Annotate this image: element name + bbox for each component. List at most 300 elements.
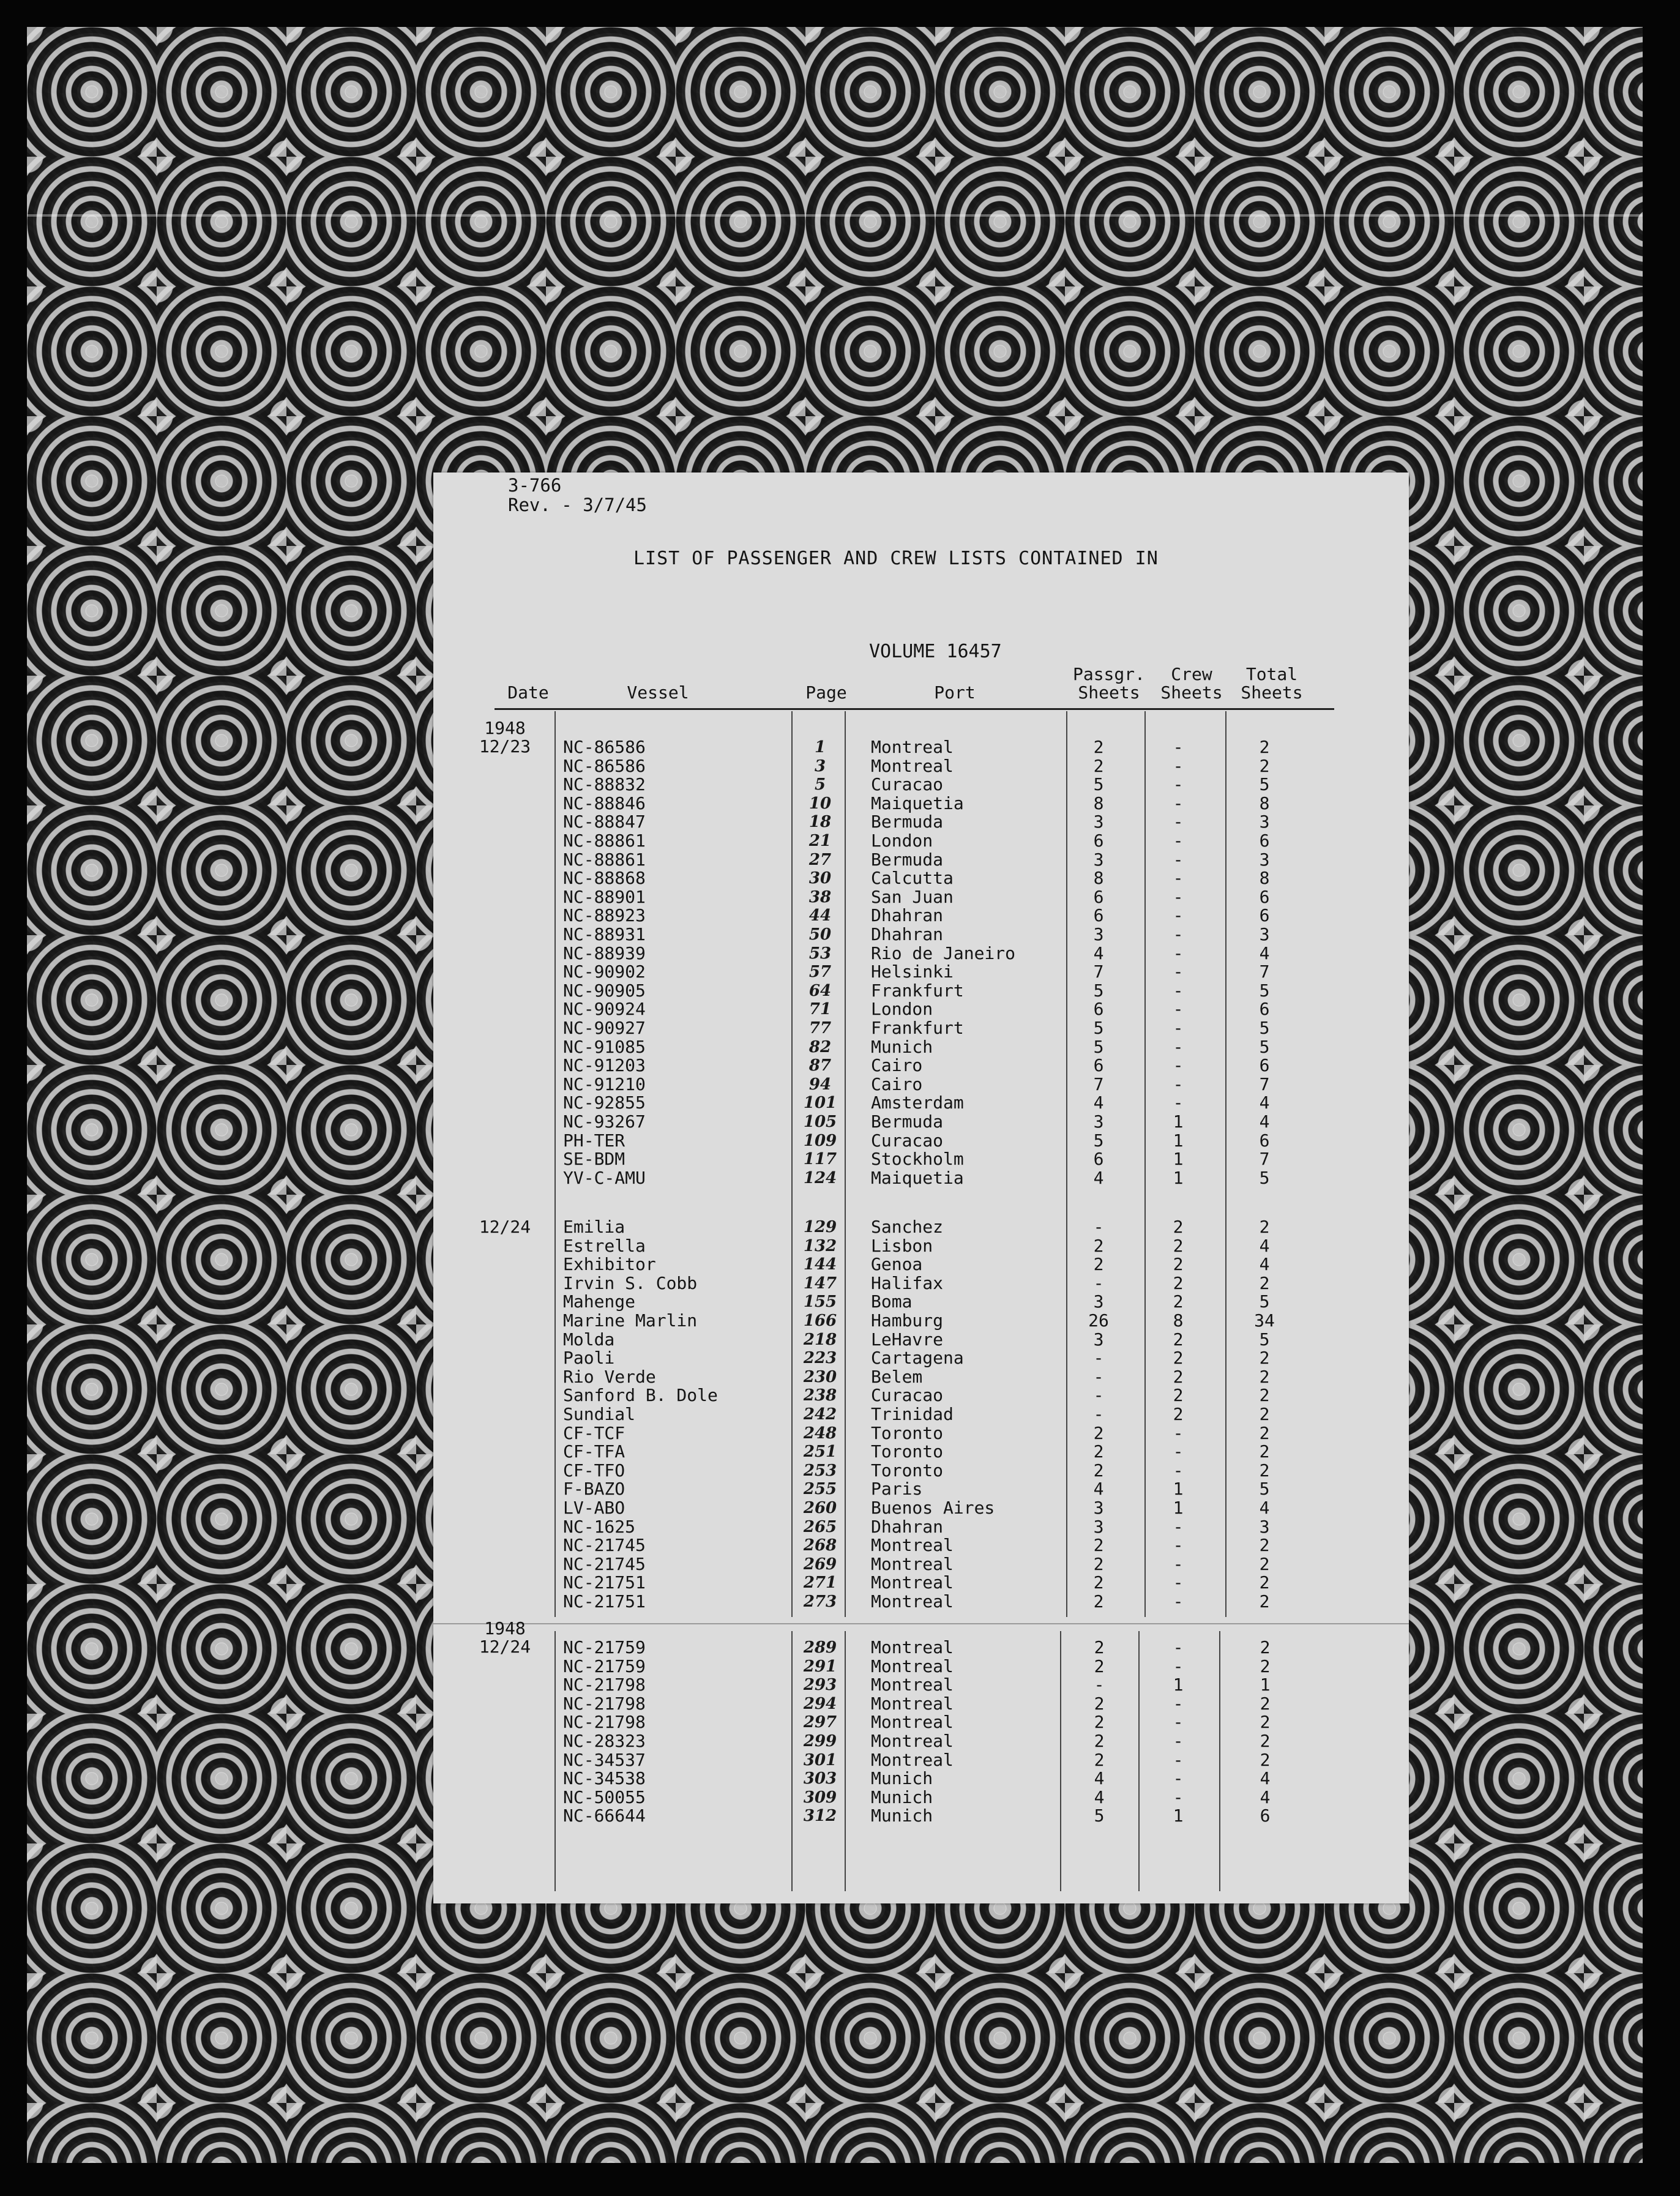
column-rule	[1225, 711, 1226, 1617]
port-cell: Montreal	[871, 1572, 954, 1593]
page-cell: 260	[803, 1499, 837, 1517]
page-cell: 155	[803, 1293, 837, 1312]
crew-sheets-cell: -	[1173, 1422, 1184, 1443]
passenger-sheets-cell: 3	[1093, 1111, 1104, 1132]
page-cell: 3	[814, 756, 826, 775]
passenger-sheets-cell: 2	[1094, 1693, 1105, 1714]
crew-sheets-cell: -	[1173, 1712, 1184, 1733]
passenger-sheets-cell: 26	[1088, 1310, 1109, 1331]
total-sheets-cell: 4	[1259, 1498, 1270, 1518]
passenger-sheets-cell: 4	[1093, 1167, 1104, 1188]
page-cell: 289	[803, 1638, 837, 1657]
total-sheets-cell: 5	[1259, 1036, 1270, 1057]
passenger-sheets-cell: 5	[1093, 1130, 1104, 1151]
page-cell: 147	[803, 1274, 837, 1293]
passenger-sheets-cell: 2	[1093, 1591, 1104, 1612]
port-cell: Dhahran	[871, 1516, 944, 1537]
vessel-cell: Estrella	[563, 1235, 646, 1256]
page-cell: 117	[803, 1150, 837, 1169]
passenger-sheets-cell: 4	[1093, 943, 1104, 963]
passenger-sheets-cell: 2	[1093, 1553, 1104, 1574]
column-rule	[1144, 711, 1146, 1617]
total-sheets-cell: 2	[1259, 1404, 1270, 1424]
passenger-sheets-cell: 2	[1094, 1656, 1105, 1676]
vessel-cell: NC-21798	[563, 1693, 646, 1714]
port-cell: Munich	[871, 1768, 933, 1789]
vessel-cell: F-BAZO	[563, 1479, 625, 1499]
passenger-sheets-cell: 2	[1093, 755, 1104, 776]
page-cell: 77	[808, 1019, 832, 1037]
header-passenger-sheets: Passgr. Sheets	[1072, 664, 1145, 703]
header-vessel: Vessel	[627, 682, 689, 703]
page-cell: 1	[814, 738, 826, 756]
port-cell: Paris	[871, 1479, 923, 1499]
vessel-cell: NC-21751	[563, 1572, 646, 1593]
page-cell: 291	[803, 1657, 837, 1676]
vessel-cell: NC-21745	[563, 1535, 646, 1556]
vessel-cell: NC-1625	[563, 1516, 636, 1537]
crew-sheets-cell: 2	[1173, 1272, 1184, 1293]
total-sheets-cell: 2	[1259, 1591, 1270, 1612]
port-cell: Dhahran	[871, 905, 944, 926]
passenger-sheets-cell: 2	[1094, 1712, 1105, 1733]
vessel-cell: YV-C-AMU	[563, 1167, 646, 1188]
port-cell: Calcutta	[871, 868, 954, 889]
vessel-cell: NC-21759	[563, 1656, 646, 1676]
passenger-sheets-cell: 3	[1093, 1516, 1104, 1537]
vessel-cell: Rio Verde	[563, 1366, 656, 1387]
passenger-sheets-cell: 7	[1093, 962, 1104, 982]
header-date: Date	[507, 682, 549, 703]
vessel-cell: CF-TFA	[563, 1441, 625, 1462]
port-cell: Bermuda	[871, 812, 944, 832]
passenger-sheets-cell: 6	[1093, 831, 1104, 851]
page-cell: 297	[803, 1713, 837, 1732]
page-cell: 238	[803, 1386, 837, 1405]
total-sheets-cell: 6	[1259, 905, 1270, 926]
crew-sheets-cell: -	[1173, 1055, 1184, 1076]
port-cell: Curacao	[871, 774, 944, 795]
passenger-sheets-cell: 3	[1093, 849, 1104, 870]
total-sheets-cell: 7	[1259, 1149, 1270, 1170]
passenger-sheets-cell: 2	[1093, 1422, 1104, 1443]
vessel-cell: NC-88847	[563, 812, 646, 832]
vessel-cell: NC-93267	[563, 1111, 646, 1132]
passenger-sheets-cell: -	[1093, 1348, 1104, 1369]
crew-sheets-cell: 2	[1173, 1235, 1184, 1256]
crew-sheets-cell: -	[1173, 1572, 1184, 1593]
page-cell: 218	[803, 1330, 837, 1349]
page-cell: 64	[808, 981, 832, 1000]
passenger-sheets-cell: 6	[1093, 1055, 1104, 1076]
total-sheets-cell: 4	[1259, 1111, 1270, 1132]
total-sheets-cell: 3	[1259, 812, 1270, 832]
page-cell: 303	[803, 1769, 837, 1788]
total-sheets-cell: 3	[1259, 849, 1270, 870]
total-sheets-cell: 6	[1260, 1806, 1271, 1826]
vessel-cell: CF-TFO	[563, 1460, 625, 1481]
page-cell: 57	[808, 963, 832, 982]
page-cell: 109	[803, 1131, 837, 1150]
passenger-sheets-cell: 3	[1093, 812, 1104, 832]
vessel-cell: NC-90927	[563, 1018, 646, 1038]
vessel-cell: NC-21745	[563, 1553, 646, 1574]
total-sheets-cell: 4	[1260, 1787, 1271, 1807]
port-cell: Montreal	[871, 1535, 954, 1556]
page-cell: 265	[803, 1517, 837, 1536]
crew-sheets-cell: -	[1173, 774, 1184, 795]
page-cell: 312	[803, 1807, 837, 1826]
port-cell: Montreal	[871, 1731, 954, 1751]
vessel-cell: NC-21798	[563, 1675, 646, 1695]
total-sheets-cell: 4	[1259, 1254, 1270, 1275]
port-cell: Montreal	[871, 1637, 954, 1657]
page-cell: 248	[803, 1424, 837, 1443]
passenger-sheets-cell: 2	[1093, 1460, 1104, 1481]
port-cell: Hamburg	[871, 1310, 944, 1331]
column-rule	[791, 711, 793, 1617]
vessel-cell: NC-90902	[563, 962, 646, 982]
total-sheets-cell: 2	[1260, 1731, 1271, 1751]
vessel-cell: NC-88939	[563, 943, 646, 963]
passenger-sheets-cell: 5	[1093, 1036, 1104, 1057]
port-cell: Montreal	[871, 737, 954, 757]
passenger-sheets-cell: 5	[1093, 1018, 1104, 1038]
total-sheets-cell: 2	[1259, 1366, 1270, 1387]
passenger-sheets-cell: 6	[1093, 886, 1104, 907]
header-crew-sheets: Crew Sheets	[1160, 664, 1223, 703]
vessel-cell: SE-BDM	[563, 1149, 625, 1170]
crew-sheets-cell: 2	[1173, 1329, 1184, 1350]
passenger-sheets-cell: -	[1093, 1272, 1104, 1293]
total-sheets-cell: 2	[1259, 737, 1270, 757]
total-sheets-cell: 2	[1259, 1348, 1270, 1369]
crew-sheets-cell: -	[1173, 812, 1184, 832]
port-cell: Maiquetia	[871, 793, 964, 813]
crew-sheets-cell: -	[1173, 1749, 1184, 1770]
passenger-sheets-cell: 6	[1093, 999, 1104, 1020]
vessel-cell: NC-88861	[563, 849, 646, 870]
port-cell: Toronto	[871, 1460, 944, 1481]
page-cell: 230	[803, 1367, 837, 1386]
passenger-sheets-cell: 2	[1093, 1572, 1104, 1593]
crew-sheets-cell: -	[1173, 924, 1184, 944]
vessel-cell: NC-91085	[563, 1036, 646, 1057]
page-cell: 50	[808, 925, 832, 944]
total-sheets-cell: 3	[1259, 924, 1270, 944]
total-sheets-cell: 8	[1259, 868, 1270, 889]
vessel-cell: NC-34538	[563, 1768, 646, 1789]
vessel-cell: NC-88901	[563, 886, 646, 907]
vessel-cell: Sanford B. Dole	[563, 1385, 718, 1406]
passenger-sheets-cell: 3	[1093, 1291, 1104, 1312]
port-cell: Genoa	[871, 1254, 923, 1275]
crew-sheets-cell: 1	[1173, 1149, 1184, 1170]
page-cell: 301	[803, 1750, 837, 1769]
total-sheets-cell: 6	[1259, 886, 1270, 907]
page-cell: 21	[808, 832, 832, 850]
page-cell: 71	[808, 1000, 832, 1019]
column-rule	[1066, 711, 1067, 1617]
port-cell: Stockholm	[871, 1149, 964, 1170]
column-rule	[791, 1631, 793, 1891]
total-sheets-cell: 8	[1259, 793, 1270, 813]
port-cell: Belem	[871, 1366, 923, 1387]
total-sheets-cell: 2	[1260, 1712, 1271, 1733]
port-cell: Buenos Aires	[871, 1498, 995, 1518]
crew-sheets-cell: -	[1173, 849, 1184, 870]
crew-sheets-cell: -	[1173, 1036, 1184, 1057]
crew-sheets-cell: 2	[1173, 1217, 1184, 1237]
port-cell: Cairo	[871, 1055, 923, 1076]
crew-sheets-cell: -	[1173, 1637, 1184, 1657]
crew-sheets-cell: -	[1173, 1074, 1184, 1094]
passenger-sheets-cell: 4	[1094, 1768, 1105, 1789]
crew-sheets-cell: -	[1173, 905, 1184, 926]
crew-sheets-cell: -	[1173, 1516, 1184, 1537]
total-sheets-cell: 2	[1259, 1572, 1270, 1593]
volume-number: VOLUME 16457	[869, 641, 1002, 662]
passenger-sheets-cell: 5	[1094, 1806, 1105, 1826]
page-cell: 268	[803, 1536, 837, 1555]
port-cell: Dhahran	[871, 924, 944, 944]
vessel-cell: NC-86586	[563, 755, 646, 776]
total-sheets-cell: 2	[1259, 1422, 1270, 1443]
crew-sheets-cell: -	[1173, 1535, 1184, 1556]
vessel-cell: Molda	[563, 1329, 615, 1350]
total-sheets-cell: 4	[1260, 1768, 1271, 1789]
crew-sheets-cell: -	[1173, 755, 1184, 776]
page-cell: 255	[803, 1480, 837, 1499]
column-rule	[554, 1631, 556, 1891]
vessel-cell: Exhibitor	[563, 1254, 656, 1275]
port-cell: Curacao	[871, 1130, 944, 1151]
page-cell: 105	[803, 1113, 837, 1131]
passenger-sheets-cell: 3	[1093, 1329, 1104, 1350]
date-cell: 1948 12/23	[479, 718, 531, 756]
crew-sheets-cell: 1	[1173, 1111, 1184, 1132]
page-cell: 124	[803, 1168, 837, 1187]
date-cell: 1948 12/24	[479, 1618, 531, 1657]
passenger-sheets-cell: 2	[1093, 1235, 1104, 1256]
total-sheets-cell: 5	[1259, 1329, 1270, 1350]
crew-sheets-cell: 1	[1173, 1675, 1184, 1695]
page-cell: 87	[808, 1056, 832, 1075]
column-rule	[1138, 1631, 1140, 1891]
vessel-cell: NC-50055	[563, 1787, 646, 1807]
vessel-cell: NC-88861	[563, 831, 646, 851]
passenger-sheets-cell: -	[1093, 1404, 1104, 1424]
total-sheets-cell: 2	[1259, 1460, 1270, 1481]
crew-sheets-cell: 1	[1173, 1479, 1184, 1499]
page-cell: 18	[808, 813, 832, 832]
page-cell: 273	[803, 1593, 837, 1611]
vessel-cell: NC-90924	[563, 999, 646, 1020]
vessel-cell: NC-88931	[563, 924, 646, 944]
passenger-sheets-cell: 5	[1093, 774, 1104, 795]
passenger-sheets-cell: 2	[1093, 1254, 1104, 1275]
document-title: LIST OF PASSENGER AND CREW LISTS CONTAINED IN	[633, 548, 1159, 569]
port-cell: LeHavre	[871, 1329, 944, 1350]
vessel-cell: NC-88846	[563, 793, 646, 813]
page-cell: 27	[808, 850, 832, 869]
passenger-sheets-cell: 2	[1093, 1535, 1104, 1556]
port-cell: Montreal	[871, 1591, 954, 1612]
vessel-cell: NC-86586	[563, 737, 646, 757]
total-sheets-cell: 6	[1259, 999, 1270, 1020]
crew-sheets-cell: -	[1173, 868, 1184, 889]
port-cell: Munich	[871, 1806, 933, 1826]
crew-sheets-cell: -	[1173, 886, 1184, 907]
crew-sheets-cell: 1	[1173, 1498, 1184, 1518]
port-cell: Boma	[871, 1291, 913, 1312]
page-cell: 82	[808, 1037, 832, 1056]
vessel-cell: NC-21759	[563, 1637, 646, 1657]
total-sheets-cell: 5	[1259, 1018, 1270, 1038]
page-cell: 132	[803, 1236, 837, 1255]
form-number: 3-766	[508, 475, 562, 496]
passenger-sheets-cell: 2	[1094, 1637, 1105, 1657]
port-cell: Halifax	[871, 1272, 944, 1293]
header-port: Port	[934, 682, 976, 703]
vessel-cell: Mahenge	[563, 1291, 636, 1312]
port-cell: Lisbon	[871, 1235, 933, 1256]
total-sheets-cell: 5	[1259, 980, 1270, 1001]
passenger-sheets-cell: 6	[1093, 905, 1104, 926]
page-cell: 269	[803, 1555, 837, 1574]
column-rule	[845, 1631, 846, 1891]
crew-sheets-cell: -	[1173, 980, 1184, 1001]
vessel-cell: NC-88832	[563, 774, 646, 795]
total-sheets-cell: 7	[1259, 962, 1270, 982]
crew-sheets-cell: 2	[1173, 1291, 1184, 1312]
passenger-sheets-cell: 2	[1093, 737, 1104, 757]
port-cell: Frankfurt	[871, 980, 964, 1001]
total-sheets-cell: 6	[1259, 1055, 1270, 1076]
vessel-cell: Irvin S. Cobb	[563, 1272, 698, 1293]
passenger-sheets-cell: 2	[1094, 1731, 1105, 1751]
vessel-cell: NC-28323	[563, 1731, 646, 1751]
total-sheets-cell: 2	[1259, 1272, 1270, 1293]
crew-sheets-cell: -	[1173, 1441, 1184, 1462]
passenger-sheets-cell: -	[1093, 1385, 1104, 1406]
page-cell: 5	[814, 775, 826, 794]
page-cell: 223	[803, 1349, 837, 1368]
page-cell: 166	[803, 1312, 837, 1330]
total-sheets-cell: 2	[1259, 1535, 1270, 1556]
border-seam	[27, 214, 1643, 217]
crew-sheets-cell: -	[1173, 1591, 1184, 1612]
vessel-cell: NC-91210	[563, 1074, 646, 1094]
crew-sheets-cell: -	[1173, 737, 1184, 757]
crew-sheets-cell: 1	[1173, 1167, 1184, 1188]
crew-sheets-cell: -	[1173, 831, 1184, 851]
port-cell: Munich	[871, 1036, 933, 1057]
passenger-sheets-cell: 3	[1093, 1498, 1104, 1518]
header-rule	[495, 708, 1334, 710]
port-cell: Rio de Janeiro	[871, 943, 1016, 963]
page-cell: 53	[808, 944, 832, 963]
vessel-cell: NC-34537	[563, 1749, 646, 1770]
port-cell: Bermuda	[871, 1111, 944, 1132]
port-cell: London	[871, 999, 933, 1020]
crew-sheets-cell: 2	[1173, 1385, 1184, 1406]
crew-sheets-cell: -	[1173, 1656, 1184, 1676]
port-cell: Montreal	[871, 755, 954, 776]
total-sheets-cell: 2	[1260, 1749, 1271, 1770]
total-sheets-cell: 5	[1259, 1291, 1270, 1312]
passenger-sheets-cell: 7	[1093, 1074, 1104, 1094]
port-cell: Maiquetia	[871, 1167, 964, 1188]
port-cell: San Juan	[871, 886, 954, 907]
port-cell: Montreal	[871, 1712, 954, 1733]
crew-sheets-cell: 2	[1173, 1348, 1184, 1369]
passenger-sheets-cell: 3	[1093, 924, 1104, 944]
passenger-sheets-cell: 2	[1094, 1749, 1105, 1770]
crew-sheets-cell: 1	[1173, 1806, 1184, 1826]
total-sheets-cell: 2	[1260, 1693, 1271, 1714]
total-sheets-cell: 4	[1259, 943, 1270, 963]
total-sheets-cell: 4	[1259, 1092, 1270, 1113]
total-sheets-cell: 34	[1254, 1310, 1275, 1331]
passenger-sheets-cell: 5	[1093, 980, 1104, 1001]
passenger-sheets-cell: -	[1094, 1675, 1105, 1695]
crew-sheets-cell: -	[1173, 1731, 1184, 1751]
column-rule	[1060, 1631, 1061, 1891]
page-cell: 38	[808, 887, 832, 906]
port-cell: Frankfurt	[871, 1018, 964, 1038]
total-sheets-cell: 1	[1260, 1675, 1271, 1695]
crew-sheets-cell: -	[1173, 1553, 1184, 1574]
passenger-sheets-cell: 4	[1093, 1092, 1104, 1113]
page-cell: 294	[803, 1694, 837, 1713]
date-cell: 12/24	[479, 1217, 531, 1237]
port-cell: Montreal	[871, 1656, 954, 1676]
vessel-cell: NC-91203	[563, 1055, 646, 1076]
crew-sheets-cell: 2	[1173, 1366, 1184, 1387]
page-cell: 309	[803, 1788, 837, 1807]
total-sheets-cell: 2	[1259, 1553, 1270, 1574]
form-revision: Rev. - 3/7/45	[508, 495, 647, 515]
column-rule	[845, 711, 846, 1617]
crew-sheets-cell: -	[1173, 962, 1184, 982]
port-cell: Montreal	[871, 1749, 954, 1770]
port-cell: Amsterdam	[871, 1092, 964, 1113]
crew-sheets-cell: -	[1173, 1787, 1184, 1807]
page-cell: 242	[803, 1405, 837, 1424]
total-sheets-cell: 2	[1260, 1656, 1271, 1676]
port-cell: Montreal	[871, 1553, 954, 1574]
vessel-cell: NC-21798	[563, 1712, 646, 1733]
page-cell: 44	[808, 906, 832, 925]
total-sheets-cell: 7	[1259, 1074, 1270, 1094]
total-sheets-cell: 4	[1259, 1235, 1270, 1256]
vessel-cell: CF-TCF	[563, 1422, 625, 1443]
crew-sheets-cell: -	[1173, 1092, 1184, 1113]
total-sheets-cell: 6	[1259, 831, 1270, 851]
total-sheets-cell: 5	[1259, 1479, 1270, 1499]
port-cell: Montreal	[871, 1693, 954, 1714]
page-cell: 101	[803, 1094, 837, 1113]
column-rule	[1219, 1631, 1220, 1891]
passenger-sheets-cell: -	[1093, 1366, 1104, 1387]
vessel-cell: NC-21751	[563, 1591, 646, 1612]
total-sheets-cell: 5	[1259, 774, 1270, 795]
vessel-cell: NC-88868	[563, 868, 646, 889]
header-page: Page	[805, 682, 847, 703]
passenger-sheets-cell: 4	[1093, 1479, 1104, 1499]
page-cell: 30	[808, 869, 832, 888]
